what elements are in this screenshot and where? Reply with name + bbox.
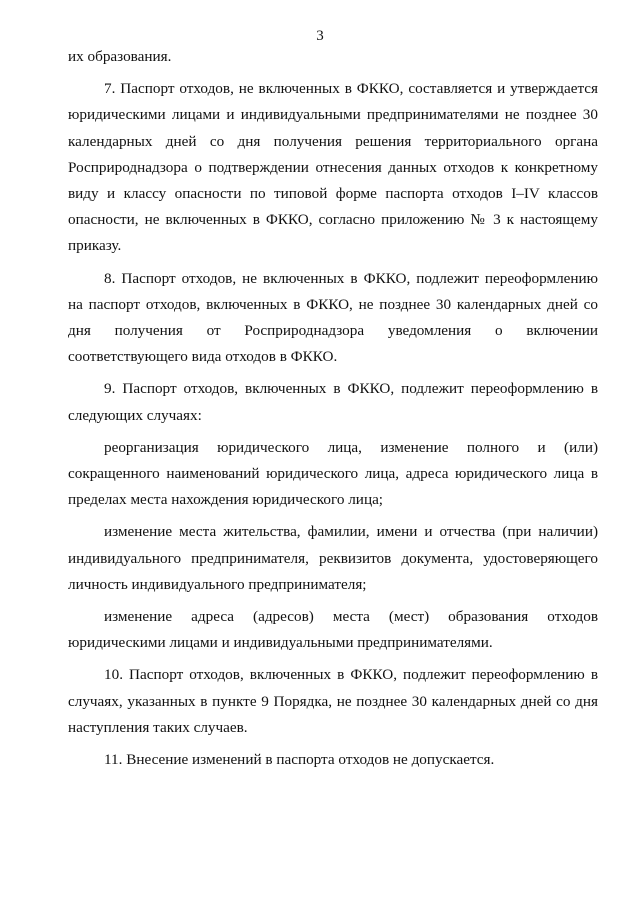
paragraph-item-10: 10. Паспорт отходов, включенных в ФККО, подлежит переоформлению в случаях, указанных в пункте 9 Порядка, не позднее 30 календарных дней со дня наступления таких случаев. (68, 666, 598, 736)
paragraph-item-11: 11. Внесение изменений в паспорта отходов не допускается. (104, 751, 495, 769)
paragraph-item-9: 9. Паспорт отходов, включенных в ФККО, подлежит переоформлению в следующих случаях: (68, 380, 598, 424)
page-number: 3 (316, 28, 324, 44)
paragraph-item-8: 8. Паспорт отходов, не включенных в ФККО, подлежит переоформлению на паспорт отходов, включенных в ФККО, не позднее 30 календарных дней со дня получения от Росприроднадзора уведомления о включении соответствующего вида отходов в ФККО. (68, 269, 598, 366)
paragraph-item-7: 7. Паспорт отходов, не включенных в ФККО, составляется и утверждается юридическими лицами и индивидуальными предпринимателями не позднее 30 календарных дней со дня получения решения территориального органа Росприроднадзора о подтверждении отнесения данных отходов к конкретному виду и классу опасности по типовой форме паспорта отходов I–IV классов опасности, не включенных в ФККО, согласно приложению № 3 к настоящему приказу. (68, 80, 598, 255)
paragraph-continuation: их образования. (68, 48, 172, 65)
paragraph-case-reorganization: реорганизация юридического лица, изменение полного и (или) сокращенного наименований юридического лица, адреса юридического лица в пределах места нахождения юридического лица; (68, 438, 598, 509)
paragraph-case-personal-change: изменение места жительства, фамилии, имени и отчества (при наличии) индивидуального предпринимателя, реквизитов документа, удостоверяющего личность индивидуального предпринимателя; (68, 523, 598, 593)
paragraph-case-address-change: изменение адреса (адресов) места (мест) образования отходов юридическими лицами и индивидуальными предпринимателями. (68, 608, 598, 652)
document-body (68, 44, 598, 773)
